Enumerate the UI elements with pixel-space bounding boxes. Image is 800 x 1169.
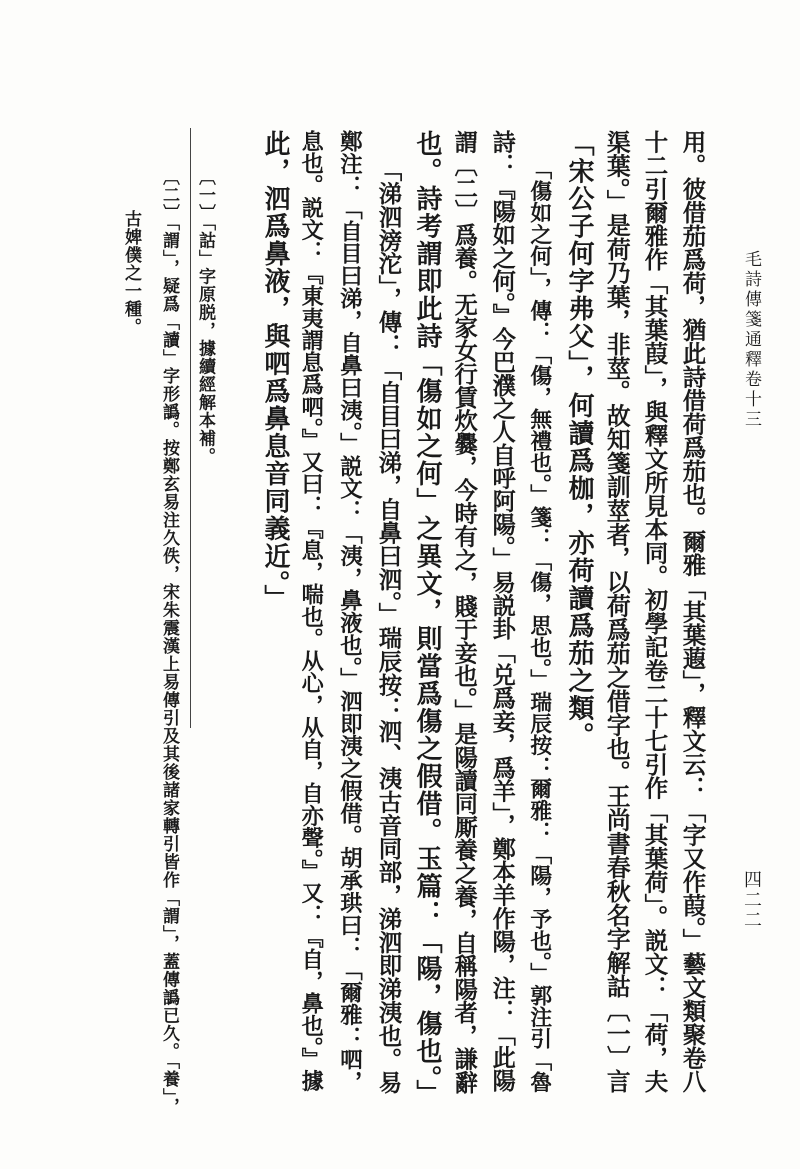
body-text-column: 用。彼借茄爲荷，猶此詩借荷爲茄也。爾雅「其葉蕸」，釋文云：「字又作葭。」藝文類聚卷八 (678, 130, 707, 1093)
body-text-column: 「涕泗滂沱」，傳：「自目曰涕，自鼻曰泗。」瑞辰按：泗、洟古音同部，涕泗即涕洟也。易 (374, 158, 403, 1094)
body-text-column: 息也。説文：『東夷謂息爲呬。』又曰：『息，喘也。从心，从自，自亦聲。』又：『自，鼻也。』據 (298, 130, 325, 1092)
footnote-2: 〔二〕「謂」，疑爲「讀」字形譌。按鄭玄易注久佚，宋朱震漢上易傳引及其後諸家轉引皆作「謂」，蓋傳譌已久。「養」， (159, 168, 179, 1116)
page-number: 四二二 (741, 870, 762, 930)
body-text-column: 此，泗爲鼻液，與呬爲鼻息音同義近。」 (260, 130, 290, 612)
note-separator (190, 128, 191, 728)
body-text-column: 「傷如之何」，傳：「傷，無禮也。」箋：「傷，思也。」瑞辰按：爾雅：「陽，予也。」郭注引「魯 (526, 158, 552, 1093)
body-text-column: 詩：『陽如之何。』今巴濮之人自呼阿陽。」易説卦「兑爲妾，爲羊」，鄭本羊作陽，注：「此陽 (488, 130, 516, 1092)
footnote-2-continued: 古婢僕之一種。 (121, 210, 141, 336)
body-text-column: 謂〔二〕爲養。无家女行賃炊爨，今時有之，賤于妾也。」是陽讀同厮養之養，自稱陽者，謙辭 (450, 130, 478, 1094)
footnote-1: 〔一〕「詁」字原脱，據續經解本補。 (195, 168, 215, 466)
body-text-column: 「宋公子何字弗父」，何讀爲枷，亦荷讀爲茄之類。 (564, 130, 594, 750)
running-title: 毛詩傳箋通釋卷十三 (741, 250, 761, 430)
body-text-column: 也。詩考謂即此詩「傷如之何」之異文，則當爲傷之假借。玉篇：「陽，傷也。」 (412, 130, 442, 1107)
body-text-column: 渠葉。」是荷乃葉，非莖。故知箋訓莖者，以荷爲茄之借字也。王尚書春秋名字解詁〔一〕言 (602, 130, 631, 1094)
body-text-column: 十二引爾雅作「其葉葭」，與釋文所見本同。初學記卷二十七引作「其葉荷」。説文：「荷，夫 (640, 130, 669, 1093)
body-text-column: 鄭注：「自目曰涕，自鼻曰洟。」説文：「洟，鼻液也。」泗即洟之假借。胡承珙曰：「爾雅：呬， (336, 130, 363, 1093)
